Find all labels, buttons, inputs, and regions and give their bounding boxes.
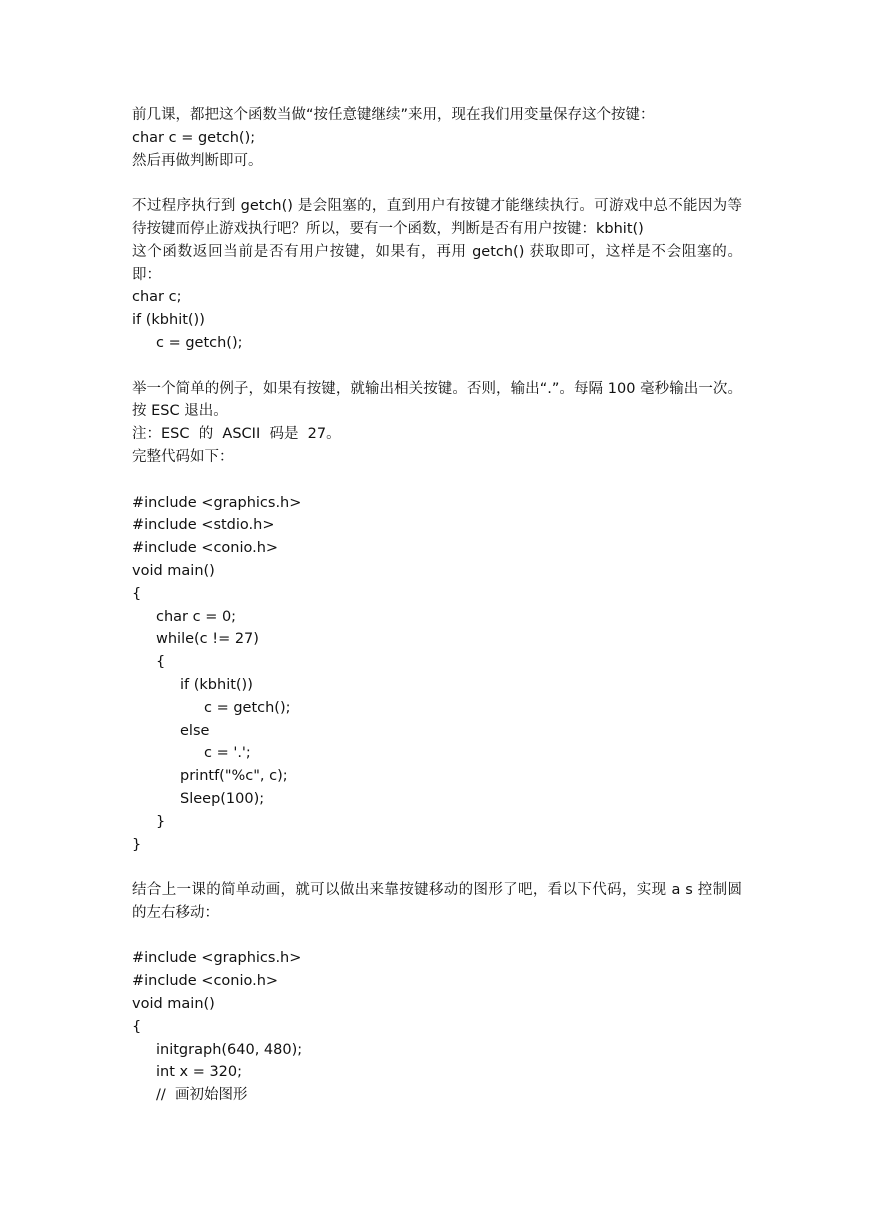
spacer — [132, 469, 742, 492]
example-paragraph: 举一个简单的例子，如果有按键，就输出相关按键。否则，输出“.”。每隔 100 毫秒输出一次。按 ESC 退出。 — [132, 380, 742, 420]
code-line: if (kbhit()) — [132, 312, 205, 329]
code-comment: // 画初始图形 — [156, 1087, 248, 1104]
code-line: c = '.'; — [204, 745, 251, 762]
code-line: int x = 320; — [156, 1064, 243, 1081]
code-line: while(c != 27) — [156, 631, 259, 648]
code-line: void main() — [132, 562, 215, 579]
code-line: char c = 0; — [156, 608, 237, 625]
intro-paragraph-2: 然后再做判断即可。 — [132, 152, 263, 169]
intro-paragraph: 前几课，都把这个函数当做“按任意键继续”来用，现在我们用变量保存这个按键： — [132, 107, 655, 123]
code-line: #include <conio.h> — [132, 540, 279, 557]
code-line: { — [132, 1018, 142, 1035]
code-line: #include <conio.h> — [132, 973, 279, 990]
anim-paragraph: 结合上一课的简单动画，就可以做出来靠按键移动的图形了吧，看以下代码，实现 a s 控制圆的左右移动： — [132, 882, 742, 921]
code-intro-paragraph: 完整代码如下： — [132, 448, 234, 465]
code-line: #include <graphics.h> — [132, 494, 302, 511]
spacer — [132, 925, 742, 948]
kbhit-paragraph-2: 这个函数返回当前是否有用户按键，如果有，再用 getch() 获取即可，这样是不会阻塞的。即： — [132, 243, 742, 283]
code-line: } — [156, 813, 166, 830]
code-block-1 — [132, 492, 742, 857]
code-line: char c = getch(); — [132, 129, 256, 146]
kbhit-paragraph: 不过程序执行到 getch() 是会阻塞的，直到用户有按键才能继续执行。可游戏中总不能因为等待按键而停止游戏执行吧？所以，要有一个函数，判断是否有用户按键：kbhit() — [132, 198, 742, 237]
spacer — [132, 856, 742, 879]
code-line: c = getch(); — [156, 334, 243, 351]
document-page — [132, 104, 742, 1107]
code-line: initgraph(640, 480); — [156, 1041, 303, 1058]
code-line: c = getch(); — [204, 699, 291, 716]
code-line: } — [132, 836, 142, 853]
note-paragraph: 注：ESC 的 ASCII 码是 27。 — [132, 426, 341, 443]
code-line: #include <stdio.h> — [132, 517, 275, 534]
code-line: if (kbhit()) — [180, 676, 253, 693]
spacer — [132, 172, 742, 195]
code-block-2 — [132, 947, 742, 1107]
code-line: { — [156, 654, 166, 671]
code-line: printf("%c", c); — [180, 768, 288, 785]
spacer — [132, 355, 742, 378]
code-line: { — [132, 585, 142, 602]
code-line: void main() — [132, 996, 215, 1013]
code-line: Sleep(100); — [180, 790, 265, 807]
code-line: #include <graphics.h> — [132, 950, 302, 967]
code-line: else — [180, 722, 210, 739]
code-line: char c; — [132, 289, 182, 306]
